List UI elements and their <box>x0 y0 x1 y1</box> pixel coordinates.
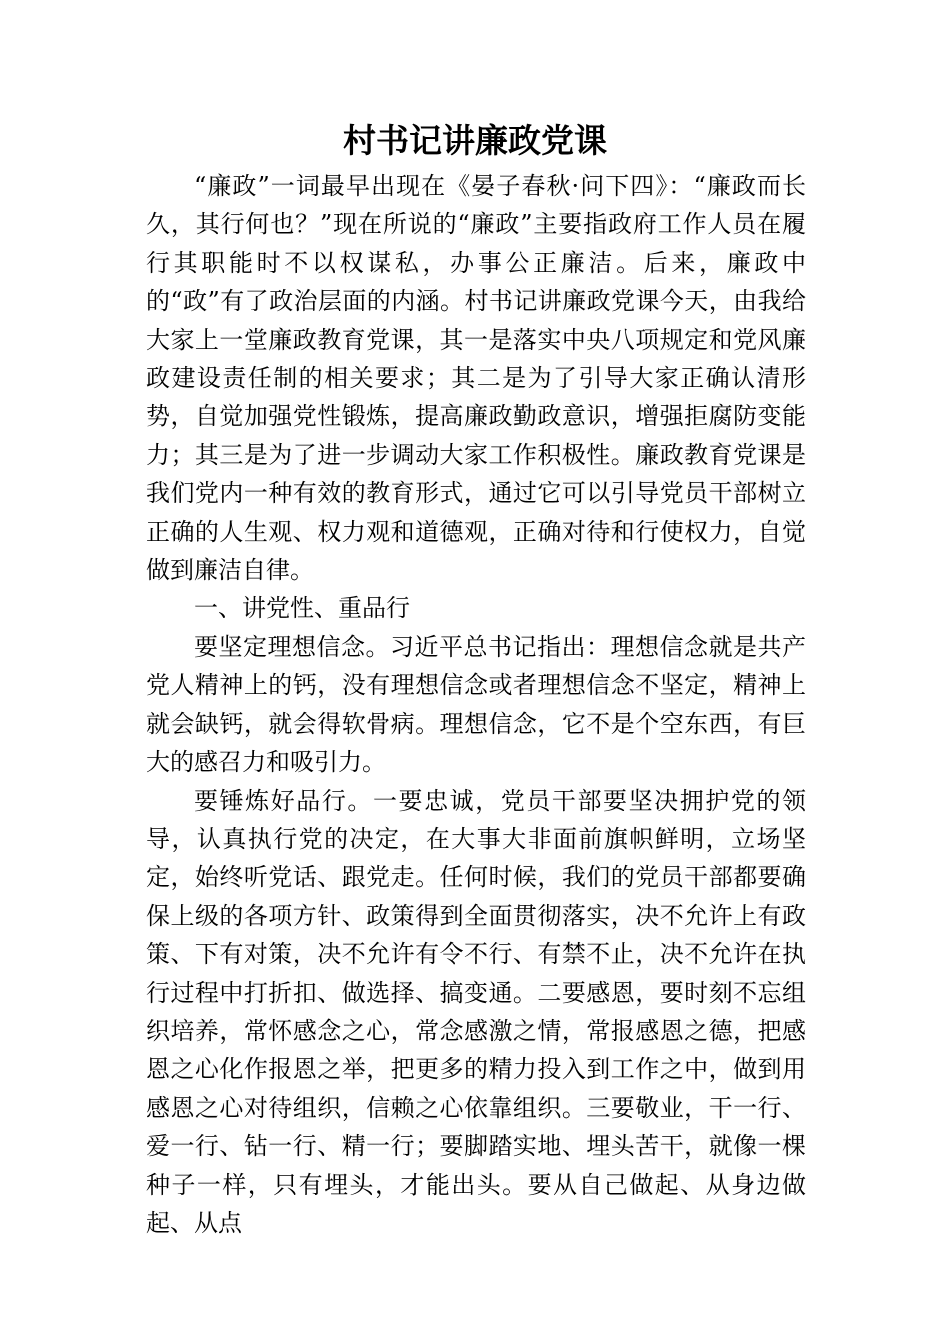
document-title: 村书记讲廉政党课 <box>343 121 607 160</box>
paragraph-character: 要锤炼好品行。一要忠诚，党员干部要坚决拥护党的领导，认真执行党的决定，在大事大非面前旗帜鲜明，立场坚定，始终听党话、跟党走。任何时候，我们的党员干部都要确保上级的各项方针、政策得到全面贯彻落实，决不允许上有政策、下有对策，决不允许有令不行、有禁不止，决不允许在执行过程中打折扣、做选择、搞变通。二要感恩，要时刻不忘组织培养，常怀感念之心，常念感激之情，常报感恩之德，把感恩之心化作报恩之举，把更多的精力投入到工作之中，做到用感恩之心对待组织，信赖之心依靠组织。三要敬业，干一行、爱一行、钻一行、精一行；要脚踏实地、埋头苦干，就像一棵种子一样，只有埋头，才能出头。要从自己做起、从身边做起、从点 <box>146 786 806 1237</box>
section-heading: 一、讲党性、重品行 <box>194 594 410 623</box>
paragraph-ideals: 要坚定理想信念。习近平总书记指出：理想信念就是共产党人精神上的钙，没有理想信念或者理想信念不坚定，精神上就会缺钙，就会得软骨病。理想信念，它不是个空东西，有巨大的感召力和吸引力。 <box>146 632 806 777</box>
paragraph-intro: “廉政”一词最早出现在《晏子春秋·问下四》：“廉政而长久，其行何也？”现在所说的“廉政”主要指政府工作人员在履行其职能时不以权谋私，办事公正廉洁。后来，廉政中的“政”有了政治层面的内涵。村书记讲廉政党课今天，由我给大家上一堂廉政教育党课，其一是落实中央八项规定和党风廉政建设责任制的相关要求；其二是为了引导大家正确认清形势，自觉加强党性锻炼，提高廉政勤政意识，增强拒腐防变能力；其三是为了进一步调动大家工作积极性。廉政教育党课是我们党内一种有效的教育形式，通过它可以引导党员干部树立正确的人生观、权力观和道德观，正确对待和行使权力，自觉做到廉洁自律。 <box>146 172 806 585</box>
document-body <box>146 167 806 1242</box>
